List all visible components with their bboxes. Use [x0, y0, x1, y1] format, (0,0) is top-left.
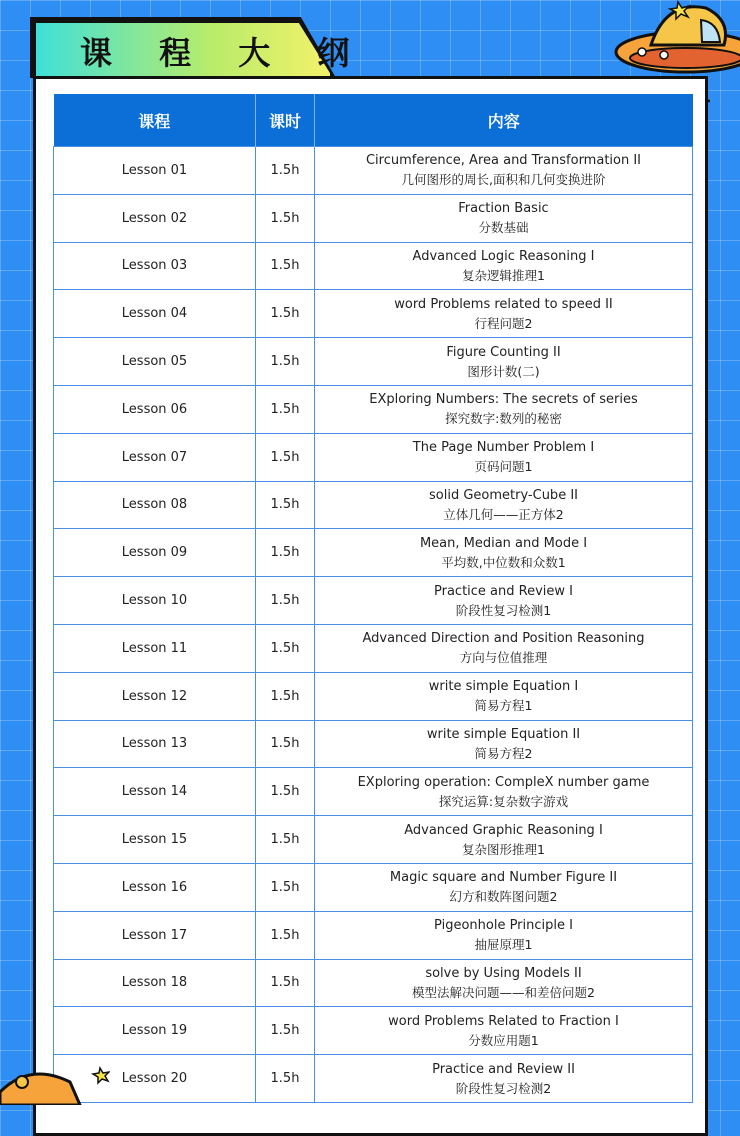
column-header-content: 内容	[315, 94, 693, 147]
table-row	[54, 863, 693, 911]
lesson-cell: Lesson 01	[54, 147, 256, 195]
content-chinese: 复杂图形推理1	[462, 841, 545, 857]
hours-cell: 1.5h	[256, 385, 315, 433]
hours-cell: 1.5h	[256, 290, 315, 338]
hours-cell: 1.5h	[256, 529, 315, 577]
content-english: write simple Equation I	[428, 679, 579, 695]
content-chinese: 抽屉原理1	[474, 937, 533, 953]
content-cell	[315, 577, 693, 625]
column-header-course: 课程	[54, 94, 256, 147]
content-chinese: 立体几何——正方体2	[443, 506, 564, 522]
content-english: Mean, Median and Mode I	[419, 535, 588, 551]
table-row	[54, 385, 693, 433]
lesson-cell: Lesson 09	[54, 529, 256, 577]
hours-cell: 1.5h	[256, 768, 315, 816]
content-cell	[315, 433, 693, 481]
content-english: Magic square and Number Figure II	[389, 870, 618, 886]
table-row	[54, 816, 693, 864]
hours-cell: 1.5h	[256, 816, 315, 864]
content-cell	[315, 768, 693, 816]
content-chinese: 平均数,中位数和众数1	[441, 554, 566, 570]
hours-cell: 1.5h	[256, 147, 315, 195]
table-header-row	[54, 94, 693, 147]
table-row	[54, 433, 693, 481]
content-cell	[315, 959, 693, 1007]
hours-cell: 1.5h	[256, 624, 315, 672]
column-header-hours: 课时	[256, 94, 315, 147]
hours-cell: 1.5h	[256, 959, 315, 1007]
hours-cell: 1.5h	[256, 194, 315, 242]
lesson-cell: Lesson 04	[54, 290, 256, 338]
lesson-cell: Lesson 14	[54, 768, 256, 816]
content-english: Circumference, Area and Transformation II	[365, 153, 642, 169]
content-english: Advanced Logic Reasoning I	[412, 248, 595, 264]
content-english: Pigeonhole Principle I	[434, 918, 573, 934]
lesson-cell: Lesson 03	[54, 242, 256, 290]
page-title: 课 程 大 纲	[80, 34, 368, 72]
content-english: Advanced Direction and Position Reasoning	[362, 631, 645, 647]
table-row	[54, 720, 693, 768]
table-row	[54, 577, 693, 625]
content-cell	[315, 194, 693, 242]
hours-cell: 1.5h	[256, 433, 315, 481]
content-cell	[315, 1007, 693, 1055]
table-row	[54, 242, 693, 290]
hours-cell: 1.5h	[256, 242, 315, 290]
content-cell	[315, 338, 693, 386]
content-chinese: 页码问题1	[474, 459, 533, 475]
hours-cell: 1.5h	[256, 672, 315, 720]
table-row	[54, 290, 693, 338]
hours-cell: 1.5h	[256, 911, 315, 959]
content-cell	[315, 529, 693, 577]
content-cell	[315, 624, 693, 672]
content-cell	[315, 385, 693, 433]
lesson-cell: Lesson 08	[54, 481, 256, 529]
table-row	[54, 768, 693, 816]
table-row	[54, 911, 693, 959]
table-row	[54, 1007, 693, 1055]
hours-cell: 1.5h	[256, 577, 315, 625]
content-chinese: 几何图形的周长,面积和几何变换进阶	[401, 172, 606, 188]
table-row	[54, 624, 693, 672]
content-cell	[315, 481, 693, 529]
content-english: Advanced Graphic Reasoning I	[404, 822, 603, 838]
table-row	[54, 529, 693, 577]
lesson-cell: Lesson 18	[54, 959, 256, 1007]
content-chinese: 方向与位值推理	[459, 650, 548, 666]
content-cell	[315, 816, 693, 864]
content-cell	[315, 911, 693, 959]
lesson-cell: Lesson 15	[54, 816, 256, 864]
lesson-cell: Lesson 10	[54, 577, 256, 625]
content-english: Practice and Review I	[434, 583, 573, 599]
lesson-cell: Lesson 12	[54, 672, 256, 720]
content-chinese: 阶段性复习检测2	[455, 1080, 552, 1096]
content-chinese: 探究运算:复杂数字游戏	[438, 793, 569, 809]
table-row	[54, 338, 693, 386]
hours-cell: 1.5h	[256, 481, 315, 529]
table-row	[54, 672, 693, 720]
hours-cell: 1.5h	[256, 863, 315, 911]
content-cell	[315, 672, 693, 720]
content-chinese: 探究数字:数列的秘密	[445, 411, 562, 427]
content-english: The Page Number Problem I	[412, 440, 595, 456]
content-english: write simple Equation II	[426, 726, 581, 742]
table-row	[54, 959, 693, 1007]
hours-cell: 1.5h	[256, 1007, 315, 1055]
lesson-cell: Lesson 19	[54, 1007, 256, 1055]
content-cell	[315, 863, 693, 911]
hours-cell: 1.5h	[256, 338, 315, 386]
content-chinese: 分数基础	[478, 220, 529, 236]
lesson-cell: Lesson 13	[54, 720, 256, 768]
content-english: word Problems related to speed II	[394, 296, 613, 312]
content-chinese: 简易方程1	[474, 698, 533, 714]
course-table	[53, 94, 693, 1103]
content-english: solve by Using Models II	[425, 965, 582, 981]
content-cell	[315, 147, 693, 195]
lesson-cell: Lesson 11	[54, 624, 256, 672]
content-chinese: 阶段性复习检测1	[455, 602, 552, 618]
lesson-cell: Lesson 20	[54, 1055, 256, 1103]
content-cell	[315, 720, 693, 768]
content-chinese: 图形计数(二)	[467, 363, 540, 379]
small-ufo-icon	[0, 1062, 110, 1105]
lesson-cell: Lesson 07	[54, 433, 256, 481]
content-english: Fraction Basic	[458, 201, 549, 217]
content-english: word Problems Related to Fraction I	[388, 1013, 619, 1029]
table-row	[54, 194, 693, 242]
table-row	[54, 1055, 693, 1103]
content-english: EXploring operation: CompleX number game	[357, 774, 650, 790]
content-cell	[315, 290, 693, 338]
table-row	[54, 481, 693, 529]
content-english: Practice and Review II	[432, 1061, 575, 1077]
content-chinese: 幻方和数阵图问题2	[449, 889, 558, 905]
lesson-cell: Lesson 02	[54, 194, 256, 242]
content-cell	[315, 1055, 693, 1103]
hours-cell: 1.5h	[256, 1055, 315, 1103]
lesson-cell: Lesson 05	[54, 338, 256, 386]
content-chinese: 模型法解决问题——和差倍问题2	[412, 984, 595, 1000]
lesson-cell: Lesson 17	[54, 911, 256, 959]
content-chinese: 复杂逻辑推理1	[462, 267, 545, 283]
content-chinese: 简易方程2	[474, 745, 533, 761]
content-cell	[315, 242, 693, 290]
content-chinese: 行程问题2	[474, 315, 533, 331]
hours-cell: 1.5h	[256, 720, 315, 768]
content-chinese: 分数应用题1	[468, 1032, 539, 1048]
content-english: Figure Counting II	[446, 344, 561, 360]
lesson-cell: Lesson 06	[54, 385, 256, 433]
content-english: solid Geometry-Cube II	[429, 487, 578, 503]
content-english: EXploring Numbers: The secrets of series	[369, 392, 638, 408]
table-row	[54, 147, 693, 195]
lesson-cell: Lesson 16	[54, 863, 256, 911]
